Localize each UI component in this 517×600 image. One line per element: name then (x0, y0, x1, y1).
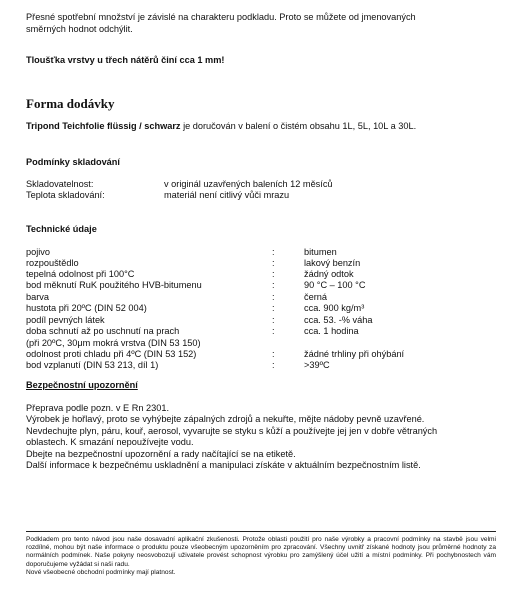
intro-line-2: směrných hodnot odchýlit. (26, 23, 133, 34)
table-row (26, 338, 496, 349)
param-colon: : (272, 269, 275, 279)
param-value: 90 °C – 100 °C (304, 280, 366, 290)
table-row (26, 269, 496, 280)
footer-disclaimer (26, 536, 496, 577)
param-value: cca. 900 kg/m³ (304, 303, 365, 313)
param-colon: : (272, 258, 275, 268)
table-row (26, 292, 496, 303)
safety-line: Dbejte na bezpečnostní upozornění a rady načítající se na etiketě. (26, 448, 296, 459)
storage-heading: Podmínky skladování (26, 157, 120, 167)
storage-label: Teplota skladování: (26, 190, 105, 200)
storage-row (26, 179, 496, 190)
storage-label: Skladovatelnost: (26, 179, 94, 189)
table-row (26, 326, 496, 337)
param-label: barva (26, 292, 49, 302)
param-colon: : (272, 247, 275, 257)
param-colon: : (272, 360, 275, 370)
param-value: černá (304, 292, 327, 302)
table-row (26, 280, 496, 291)
param-colon: : (272, 315, 275, 325)
param-label: podíl pevných látek (26, 315, 105, 325)
storage-row (26, 190, 496, 201)
param-label: bod měknutí RuK použitého HVB-bitumenu (26, 280, 202, 290)
thickness-note: Tloušťka vrstvy u třech nátěrů činí cca 1 mm! (26, 55, 225, 65)
param-label: odolnost proti chladu při 4ºC (DIN 53 152) (26, 349, 197, 359)
param-label: tepelná odolnost při 100°C (26, 269, 135, 279)
param-colon: : (272, 349, 275, 359)
param-label: hustota při 20ºC (DIN 52 004) (26, 303, 147, 313)
param-value: žádný odtok (304, 269, 354, 279)
safety-line: Přeprava podle pozn. v E Rn 2301. (26, 403, 170, 413)
param-label: bod vzplanutí (DIN 53 213, díl 1) (26, 360, 159, 370)
param-value: cca. 1 hodina (304, 326, 359, 336)
table-row (26, 349, 496, 360)
table-row (26, 247, 496, 258)
delivery-text (26, 121, 416, 131)
param-label: pojivo (26, 247, 51, 257)
param-value: >39ºC (304, 360, 330, 370)
footer-note: Nové všeobecné obchodní podmínky mají platnost. (26, 568, 176, 576)
param-colon: : (272, 303, 275, 313)
intro-paragraph (26, 12, 496, 35)
param-value: bitumen (304, 247, 337, 257)
storage-value: v originál uzavřených baleních 12 měsíců (164, 179, 333, 189)
safety-text (26, 403, 496, 471)
param-value: žádné trhliny při ohýbání (304, 349, 405, 359)
safety-line: oblastech. K smazání nepoužívejte vodu. (26, 437, 194, 448)
delivery-description: je doručován v balení o čistém obsahu 1L, 5L, 10L a 30L. (180, 121, 417, 131)
param-colon: : (272, 280, 275, 290)
table-row (26, 258, 496, 269)
safety-heading: Bezpečnostní upozornění (26, 380, 138, 390)
safety-line: Nevdechujte plyn, páru, kouř, aerosol, vyvarujte se styku s kůží a používejte jej jen v dobře větraných (26, 425, 438, 436)
footer-divider (26, 531, 496, 532)
param-colon: : (272, 326, 275, 336)
safety-line: Výrobek je hořlavý, proto se vyhýbejte zápalných zdrojů a nekuřte, mějte nádoby pevně uzavřené. (26, 414, 425, 425)
param-label: (při 20ºC, 30μm mokrá vrstva (DIN 53 150) (26, 338, 201, 348)
table-row (26, 303, 496, 314)
param-label: doba schnutí až po uschnutí na prach (26, 326, 180, 336)
technical-heading: Technické údaje (26, 224, 97, 234)
footer-text: Podkladem pro tento návod jsou naše dosavadní aplikační zkušenosti. Protože oblasti použití pro naše výrobky a pracovní podmínky na stavbě jsou velmi rozdílné, mohou být naše informace o produktu pouze všeobecným upozorněním pro zpracování. Všechny uvnitř získané hodnoty jsou průměrné hodnoty za normálních podmínek. Naše pokyny neosvobozují uživatele provést schopnost výrobku pro zamýšlený účel užití a místní podmínky. Při pochybnostech vám doporučujeme vyžádat si naši radu. (26, 536, 496, 568)
product-name: Tripond Teichfolie flüssig / schwarz (26, 121, 181, 131)
param-value: cca. 53. -% váha (304, 315, 373, 325)
safety-line: Další informace k bezpečnému uskladnění a manipulaci získáte v aktuálním bezpečnostním listě. (26, 460, 421, 471)
table-row (26, 360, 496, 371)
param-value: lakový benzín (304, 258, 361, 268)
intro-line-1: Přesné spotřební množství je závislé na charakteru podkladu. Proto se můžete od jmenovaných (26, 12, 416, 22)
param-label: rozpouštědlo (26, 258, 79, 268)
delivery-heading: Forma dodávky (26, 96, 115, 111)
param-colon: : (272, 292, 275, 302)
storage-value: materiál není citlivý vůči mrazu (164, 190, 290, 200)
table-row (26, 315, 496, 326)
